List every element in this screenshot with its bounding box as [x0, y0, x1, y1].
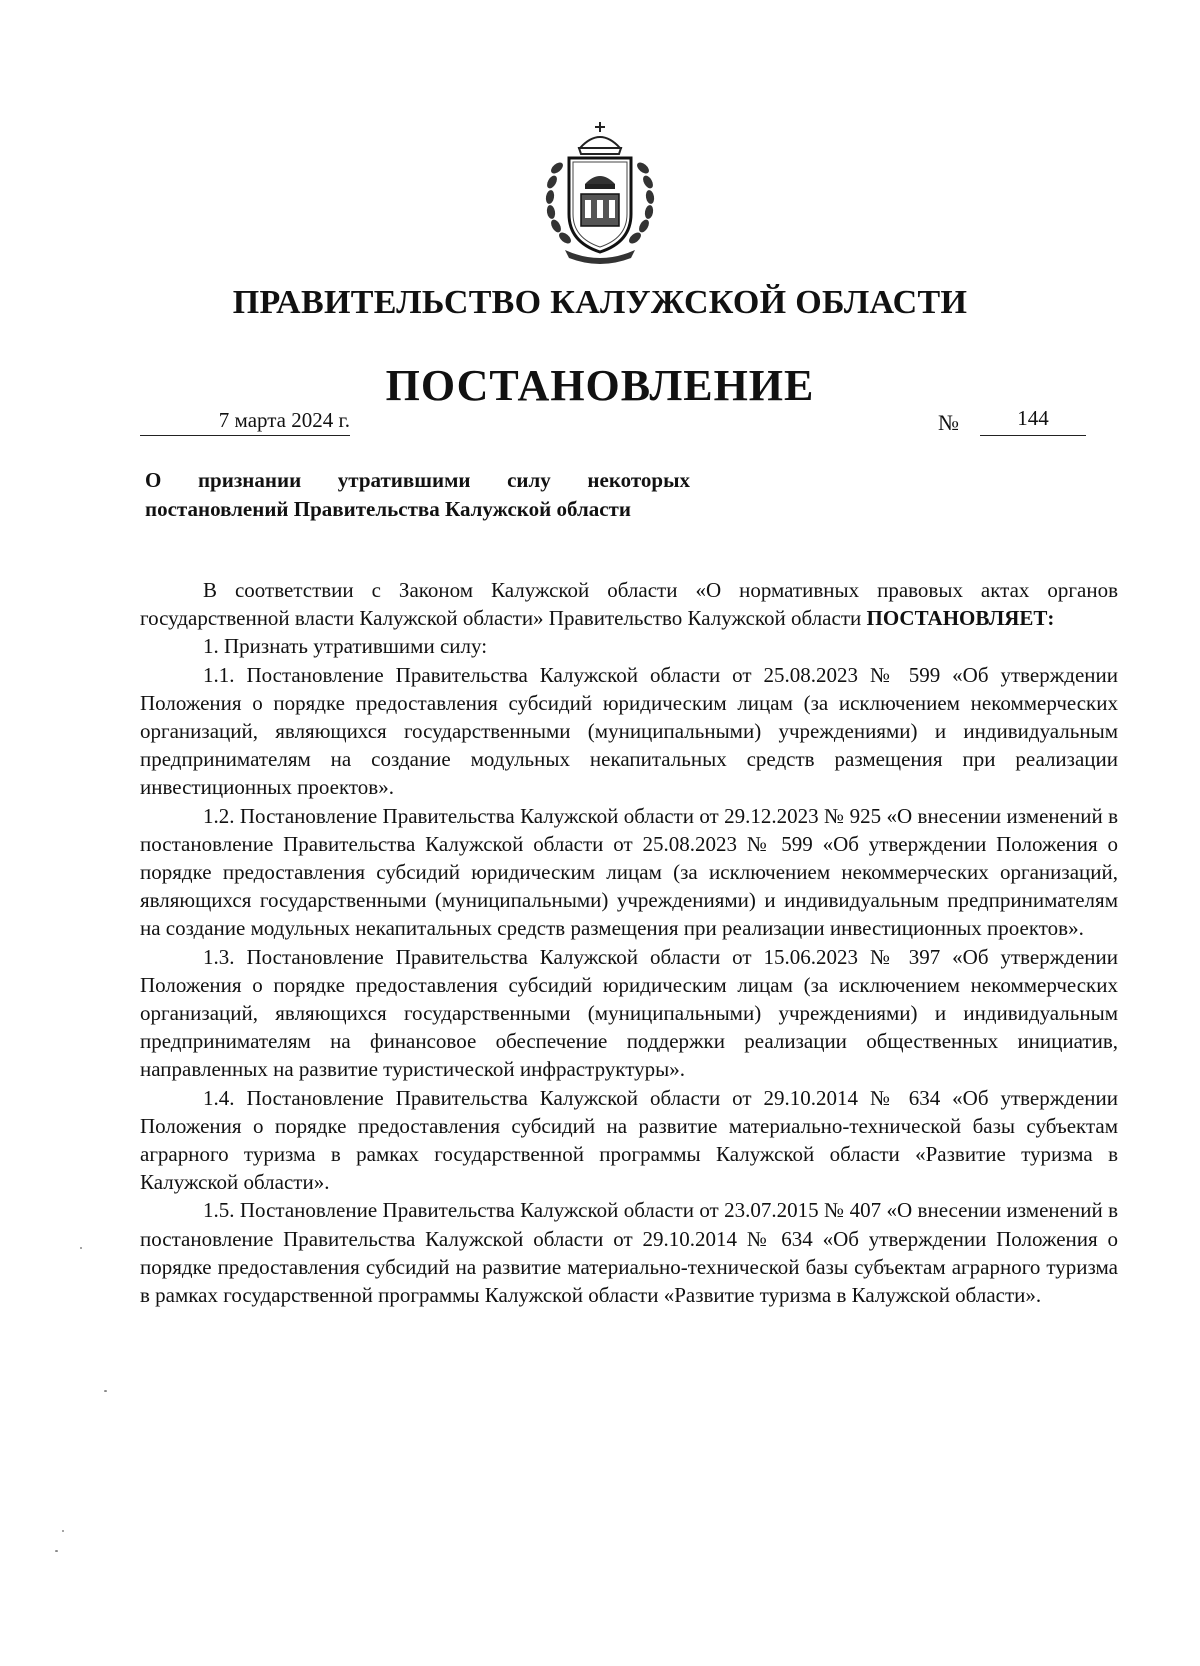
organization-title: ПРАВИТЕЛЬСТВО КАЛУЖСКОЙ ОБЛАСТИ: [232, 284, 968, 321]
document-date: 7 марта 2024 г.: [140, 408, 350, 436]
scan-artifact: [104, 1390, 107, 1392]
scan-artifact: [55, 1550, 58, 1552]
preamble-text: В соответствии с Законом Калужской области «О нормативных правовых актах органов государственной власти Калужской области» Правительство Калужской области: [140, 578, 1118, 631]
document-number: 144: [980, 406, 1086, 436]
item-1-3: 1.3. Постановление Правительства Калужской области от 15.06.2023 № 397 «Об утверждении Положения о порядке предоставления субсидий юридическим лицам (за исключением некоммерческих организаций, являющихся государственными (муниципальными) учреждениями) и индивидуальным предпринимателям на финансовое обеспечение поддержки реализации общественных инициатив, направленных на развитие туристической инфраструктуры».: [140, 944, 1118, 1082]
item-1-2: 1.2. Постановление Правительства Калужской области от 29.12.2023 № 925 «О внесении изменений в постановление Правительства Калужской области от 25.08.2023 № 599 «Об утверждении Положения о порядке предоставления субсидий юридическим лицам (за исключением некоммерческих организаций, являющихся государственными (муниципальными) учреждениями) и индивидуальным предпринимателям на создание модульных некапитальных средств размещения при реализации инвестиционных проектов».: [140, 803, 1118, 941]
item-1-4: 1.4. Постановление Правительства Калужской области от 29.10.2014 № 634 «Об утверждении Положения о порядке предоставления субсидий на развитие материально-технической базы субъектам аграрного туризма в рамках государственной программы Калужской области «Развитие туризма в Калужской области».: [140, 1085, 1118, 1195]
coat-of-arms-icon: [535, 118, 665, 268]
document-body: [140, 576, 1118, 1309]
item-1-1: 1.1. Постановление Правительства Калужской области от 25.08.2023 № 599 «Об утверждении Положения о порядке предоставления субсидий юридическим лицам (за исключением некоммерческих организаций, являющихся государственными (муниципальными) учреждениями) и индивидуальным предпринимателям на создание модульных некапитальных средств размещения при реализации инвестиционных проектов».: [140, 662, 1118, 800]
item-1-5: 1.5. Постановление Правительства Калужской области от 23.07.2015 № 407 «О внесении изменений в постановление Правительства Калужской области от 29.10.2014 № 634 «Об утверждении Положения о порядке предоставления субсидий на развитие материально-технической базы субъектам аграрного туризма в рамках государственной программы Калужской области «Развитие туризма в Калужской области».: [140, 1198, 1118, 1308]
resolves-colon: :: [1047, 606, 1055, 631]
document-type-heading: ПОСТАНОВЛЕНИЕ: [385, 361, 815, 410]
scan-artifact: [80, 1247, 82, 1249]
scan-artifact: [62, 1530, 64, 1532]
preamble-paragraph: [140, 576, 1118, 632]
document-subject: О признании утратившими силу некоторых постановлений Правительства Калужской области: [145, 468, 690, 521]
number-sign: №: [938, 410, 959, 435]
item-1: 1. Признать утратившими силу:: [203, 634, 488, 659]
resolves-word: ПОСТАНОВЛЯЕТ: [866, 606, 1048, 631]
